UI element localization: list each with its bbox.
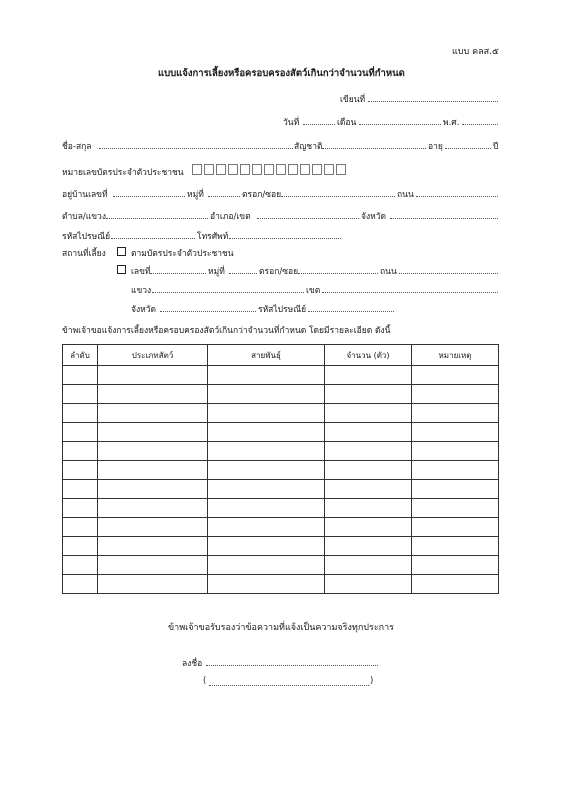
table-cell[interactable] bbox=[63, 366, 98, 385]
name-close-paren: ) bbox=[370, 676, 374, 686]
province-label: จังหวัด bbox=[361, 212, 387, 222]
animal-table bbox=[62, 344, 499, 594]
soi-label: ตรอก/ซอย bbox=[242, 190, 282, 200]
province-field[interactable] bbox=[390, 218, 498, 219]
table-row bbox=[63, 518, 499, 537]
opt-soi-label: ตรอก/ซอย bbox=[259, 267, 299, 277]
postcode-field[interactable] bbox=[111, 238, 195, 239]
nationality-field[interactable] bbox=[322, 148, 426, 149]
header-remark: หมายเหตุ bbox=[412, 345, 499, 366]
date-field[interactable] bbox=[303, 124, 335, 125]
table-cell[interactable] bbox=[208, 518, 325, 537]
table-cell[interactable] bbox=[98, 480, 208, 499]
name-open-paren: ( bbox=[203, 676, 207, 686]
table-cell[interactable] bbox=[208, 442, 325, 461]
district-field[interactable] bbox=[257, 218, 359, 219]
table-row bbox=[63, 556, 499, 575]
district-label: อำเภอ/เขต bbox=[210, 212, 251, 222]
table-cell[interactable] bbox=[412, 366, 499, 385]
opt-province-label: จังหวัด bbox=[131, 305, 157, 315]
table-cell[interactable] bbox=[412, 423, 499, 442]
table-cell[interactable] bbox=[325, 499, 412, 518]
table-cell[interactable] bbox=[412, 480, 499, 499]
table-cell[interactable] bbox=[412, 461, 499, 480]
opt-khwaeng-field[interactable] bbox=[152, 292, 304, 293]
certify-text: ข้าพเจ้าขอรับรองว่าข้อความที่แจ้งเป็นความจริงทุกประการ bbox=[168, 623, 395, 633]
table-cell[interactable] bbox=[208, 366, 325, 385]
table-cell[interactable] bbox=[63, 442, 98, 461]
table-cell[interactable] bbox=[63, 537, 98, 556]
place-label: สถานที่เลี้ยง bbox=[62, 249, 106, 259]
table-cell[interactable] bbox=[325, 518, 412, 537]
table-cell[interactable] bbox=[325, 556, 412, 575]
table-row bbox=[63, 385, 499, 404]
nationality-label: สัญชาติ bbox=[294, 142, 323, 152]
table-cell[interactable] bbox=[98, 423, 208, 442]
house-no-label: อยู่บ้านเลขที่ bbox=[62, 190, 108, 200]
printed-name-field[interactable] bbox=[209, 685, 369, 686]
checkbox-id-card-address[interactable] bbox=[117, 247, 126, 256]
form-code: แบบ คลส.๕ bbox=[452, 47, 499, 57]
table-cell[interactable] bbox=[208, 385, 325, 404]
age-field[interactable] bbox=[445, 148, 491, 149]
table-cell[interactable] bbox=[98, 499, 208, 518]
table-cell[interactable] bbox=[98, 461, 208, 480]
table-cell[interactable] bbox=[208, 575, 325, 594]
year-field[interactable] bbox=[462, 124, 498, 125]
table-cell[interactable] bbox=[63, 404, 98, 423]
table-cell[interactable] bbox=[412, 537, 499, 556]
table-cell[interactable] bbox=[208, 499, 325, 518]
table-cell[interactable] bbox=[98, 556, 208, 575]
table-row bbox=[63, 423, 499, 442]
opt-khwaeng-label: แขวง bbox=[131, 286, 152, 296]
moo-label: หมู่ที่ bbox=[187, 190, 204, 200]
written-at-label: เขียนที่ bbox=[340, 95, 366, 105]
table-cell[interactable] bbox=[412, 442, 499, 461]
phone-field[interactable] bbox=[229, 238, 341, 239]
age-label: อายุ bbox=[428, 142, 443, 152]
written-at-field[interactable] bbox=[368, 101, 498, 102]
table-cell[interactable] bbox=[98, 537, 208, 556]
table-row bbox=[63, 480, 499, 499]
table-cell[interactable] bbox=[325, 537, 412, 556]
id-card-boxes[interactable] bbox=[192, 164, 348, 177]
road-label: ถนน bbox=[397, 190, 414, 200]
table-header-row bbox=[63, 345, 499, 366]
table-cell[interactable] bbox=[412, 518, 499, 537]
table-cell[interactable] bbox=[325, 480, 412, 499]
header-order: ลำดับ bbox=[63, 345, 98, 366]
opt-no-field[interactable] bbox=[150, 273, 206, 274]
table-row bbox=[63, 537, 499, 556]
table-row bbox=[63, 442, 499, 461]
age-unit: ปี bbox=[493, 142, 499, 152]
table-cell[interactable] bbox=[98, 366, 208, 385]
opt-khet-field[interactable] bbox=[322, 292, 498, 293]
table-cell[interactable] bbox=[98, 518, 208, 537]
opt-no-label: เลขที่ bbox=[131, 267, 151, 277]
table-cell[interactable] bbox=[98, 575, 208, 594]
table-cell[interactable] bbox=[63, 461, 98, 480]
table-row bbox=[63, 404, 499, 423]
postcode-label: รหัสไปรษณีย์ bbox=[62, 232, 111, 242]
opt-khet-label: เขต bbox=[306, 286, 321, 296]
sign-label: ลงชื่อ bbox=[182, 659, 203, 669]
opt-soi-field[interactable] bbox=[298, 273, 378, 274]
opt-moo-label: หมู่ที่ bbox=[208, 267, 225, 277]
table-cell[interactable] bbox=[98, 442, 208, 461]
table-cell[interactable] bbox=[208, 480, 325, 499]
table-cell[interactable] bbox=[63, 556, 98, 575]
date-label: วันที่ bbox=[283, 118, 300, 128]
moo-field[interactable] bbox=[208, 196, 240, 197]
table-cell[interactable] bbox=[63, 480, 98, 499]
road-field[interactable] bbox=[416, 196, 498, 197]
month-field[interactable] bbox=[359, 124, 441, 125]
table-row bbox=[63, 499, 499, 518]
table-cell[interactable] bbox=[412, 385, 499, 404]
table-cell[interactable] bbox=[63, 385, 98, 404]
opt-moo-field[interactable] bbox=[229, 273, 257, 274]
table-cell[interactable] bbox=[325, 366, 412, 385]
name-field[interactable] bbox=[99, 148, 293, 149]
header-breed: สายพันธุ์ bbox=[208, 345, 325, 366]
table-cell[interactable] bbox=[325, 423, 412, 442]
signature-field[interactable] bbox=[206, 665, 378, 666]
subdistrict-label: ตำบล/แขวง bbox=[62, 212, 106, 222]
table-row bbox=[63, 575, 499, 594]
house-no-field[interactable] bbox=[113, 196, 185, 197]
table-cell[interactable] bbox=[98, 385, 208, 404]
table-cell[interactable] bbox=[63, 575, 98, 594]
table-cell[interactable] bbox=[63, 423, 98, 442]
table-cell[interactable] bbox=[208, 537, 325, 556]
subdistrict-field[interactable] bbox=[106, 218, 208, 219]
year-label: พ.ศ. bbox=[443, 118, 460, 128]
declaration-text: ข้าพเจ้าขอแจ้งการเลี้ยงหรือครอบครองสัตว์เกินกว่าจำนวนที่กำหนด โดยมีรายละเอียด ดังนี้ bbox=[62, 326, 391, 336]
table-cell[interactable] bbox=[412, 556, 499, 575]
table-row bbox=[63, 366, 499, 385]
table-cell[interactable] bbox=[412, 575, 499, 594]
table-cell[interactable] bbox=[63, 499, 98, 518]
opt-province-field[interactable] bbox=[160, 311, 256, 312]
header-animal-type: ประเภทสัตว์ bbox=[98, 345, 208, 366]
table-cell[interactable] bbox=[325, 575, 412, 594]
header-quantity: จำนวน (ตัว) bbox=[325, 345, 412, 366]
table-cell[interactable] bbox=[208, 423, 325, 442]
table-cell[interactable] bbox=[63, 518, 98, 537]
form-title: แบบแจ้งการเลี้ยงหรือครอบครองสัตว์เกินกว่าจำนวนที่กำหนด bbox=[158, 68, 405, 79]
table-cell[interactable] bbox=[325, 404, 412, 423]
month-label: เดือน bbox=[337, 118, 357, 128]
id-card-label: หมายเลขบัตรประจำตัวประชาชน bbox=[62, 168, 184, 178]
table-cell[interactable] bbox=[412, 404, 499, 423]
soi-field[interactable] bbox=[281, 196, 395, 197]
table-cell[interactable] bbox=[208, 404, 325, 423]
opt-road-label: ถนน bbox=[380, 267, 397, 277]
table-row bbox=[63, 461, 499, 480]
phone-label: โทรศัพท์ bbox=[197, 232, 229, 242]
table-cell[interactable] bbox=[208, 461, 325, 480]
opt-postcode-field[interactable] bbox=[308, 311, 394, 312]
table-cell[interactable] bbox=[98, 404, 208, 423]
table-cell[interactable] bbox=[325, 385, 412, 404]
table-cell[interactable] bbox=[325, 461, 412, 480]
opt-road-field[interactable] bbox=[399, 273, 498, 274]
name-label: ชื่อ-สกุล bbox=[62, 142, 92, 152]
opt-postcode-label: รหัสไปรษณีย์ bbox=[258, 305, 307, 315]
table-cell[interactable] bbox=[412, 499, 499, 518]
table-cell[interactable] bbox=[325, 442, 412, 461]
opt-id-card-label: ตามบัตรประจำตัวประชาชน bbox=[131, 249, 234, 259]
checkbox-other-address[interactable] bbox=[117, 265, 126, 274]
table-cell[interactable] bbox=[208, 556, 325, 575]
